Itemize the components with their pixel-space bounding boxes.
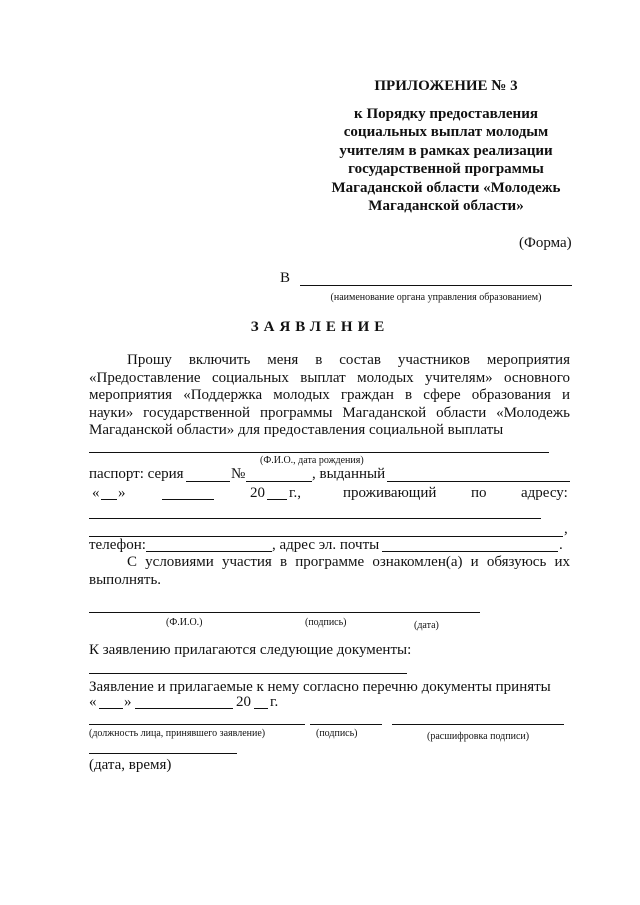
passport-issuer-field[interactable] (387, 481, 570, 482)
addressee-field[interactable] (300, 285, 572, 286)
appendix-header (300, 77, 592, 216)
signature-caption-sign: (подпись) (305, 617, 347, 628)
address-word: адресу: (521, 485, 568, 501)
accepted-month-field[interactable] (135, 708, 233, 709)
phone-label: телефон: (89, 537, 146, 553)
paragraph-line: С условиями участия в программе ознакомлен(а) и обязуюсь их (127, 554, 570, 570)
email-label: , адрес эл. почты (272, 537, 380, 553)
by-word: по (471, 485, 487, 501)
accepted-year-suffix: г. (270, 694, 279, 710)
accepted-open-quote: « (89, 694, 97, 710)
acceptor-position-field[interactable] (89, 724, 305, 725)
acceptor-name-field[interactable] (392, 724, 564, 725)
email-field[interactable] (382, 551, 558, 552)
datetime-label: (дата, время) (89, 757, 172, 773)
address-comma: , (564, 521, 568, 537)
paragraph-line: науки» государственной программы Магаданской области «Молодежь (89, 404, 570, 421)
accepted-year-prefix: 20 (236, 694, 251, 710)
paragraph-line: Магаданской области» для предоставления социальной выплаты (89, 422, 504, 438)
fio-field[interactable] (89, 452, 549, 453)
attached-docs-label: К заявлению прилагаются следующие документы: (89, 642, 412, 658)
accepted-close-quote: » (124, 694, 132, 710)
passport-label: паспорт: серия (89, 466, 184, 482)
date-month-field[interactable] (162, 499, 214, 500)
passport-series-field[interactable] (186, 481, 230, 482)
accepted-day-field[interactable] (99, 708, 123, 709)
form-label: (Форма) (519, 235, 572, 251)
date-day-field[interactable] (101, 499, 117, 500)
signature-caption-fio: (Ф.И.О.) (166, 617, 203, 628)
date-year-field[interactable] (267, 499, 287, 500)
addressee-caption: (наименование органа управления образованием) (330, 292, 542, 303)
passport-issued-label: , выданный (312, 466, 386, 482)
applicant-signature-line[interactable] (89, 612, 480, 613)
passport-number-sign: № (231, 466, 246, 482)
date-year-suffix: г., (289, 485, 301, 501)
appendix-line: учителям в рамках реализации (339, 142, 553, 159)
accepted-year-field[interactable] (254, 708, 268, 709)
acceptor-signature-field[interactable] (310, 724, 382, 725)
paragraph-line: «Предоставление социальных выплат молодых учителям» основного (89, 369, 570, 386)
addressee-prefix: В (280, 270, 291, 286)
date-year-prefix: 20 (250, 485, 265, 501)
paragraph-line: мероприятия «Поддержка молодых граждан в сфере образования и (89, 387, 570, 403)
appendix-line: Магаданской области «Молодежь (331, 179, 561, 196)
paragraph-line: выполнять. (89, 571, 162, 588)
date-open-quote: « (92, 485, 100, 501)
appendix-line: Магаданской области» (368, 198, 524, 214)
residing-word: проживающий (343, 485, 437, 501)
appendix-line: к Порядку предоставления (354, 105, 538, 122)
conditions-paragraph (89, 554, 570, 589)
accepted-text: Заявление и прилагаемые к нему согласно перечню документы приняты (89, 679, 551, 695)
acceptor-caption-position: (должность лица, принявшего заявление) (89, 728, 266, 739)
address-field-line-1[interactable] (89, 518, 541, 519)
fio-caption: (Ф.И.О., дата рождения) (260, 455, 364, 466)
request-paragraph (89, 352, 570, 440)
passport-number-field[interactable] (246, 481, 312, 482)
document-heading: ЗАЯВЛЕНИЕ (250, 319, 390, 335)
appendix-title: ПРИЛОЖЕНИЕ № 3 (374, 78, 518, 94)
date-close-quote: » (118, 485, 126, 501)
datetime-field[interactable] (89, 753, 237, 754)
email-end-mark: . (559, 537, 563, 553)
acceptor-caption-name: (расшифровка подписи) (427, 731, 530, 742)
signature-caption-date: (дата) (414, 620, 439, 631)
appendix-line: государственной программы (348, 161, 544, 177)
acceptor-caption-sign: (подпись) (316, 728, 358, 739)
appendix-line: социальных выплат молодым (343, 124, 549, 140)
paragraph-line: Прошу включить меня в состав участников мероприятия (127, 352, 570, 368)
attached-docs-field[interactable] (89, 673, 407, 674)
phone-field[interactable] (146, 551, 272, 552)
